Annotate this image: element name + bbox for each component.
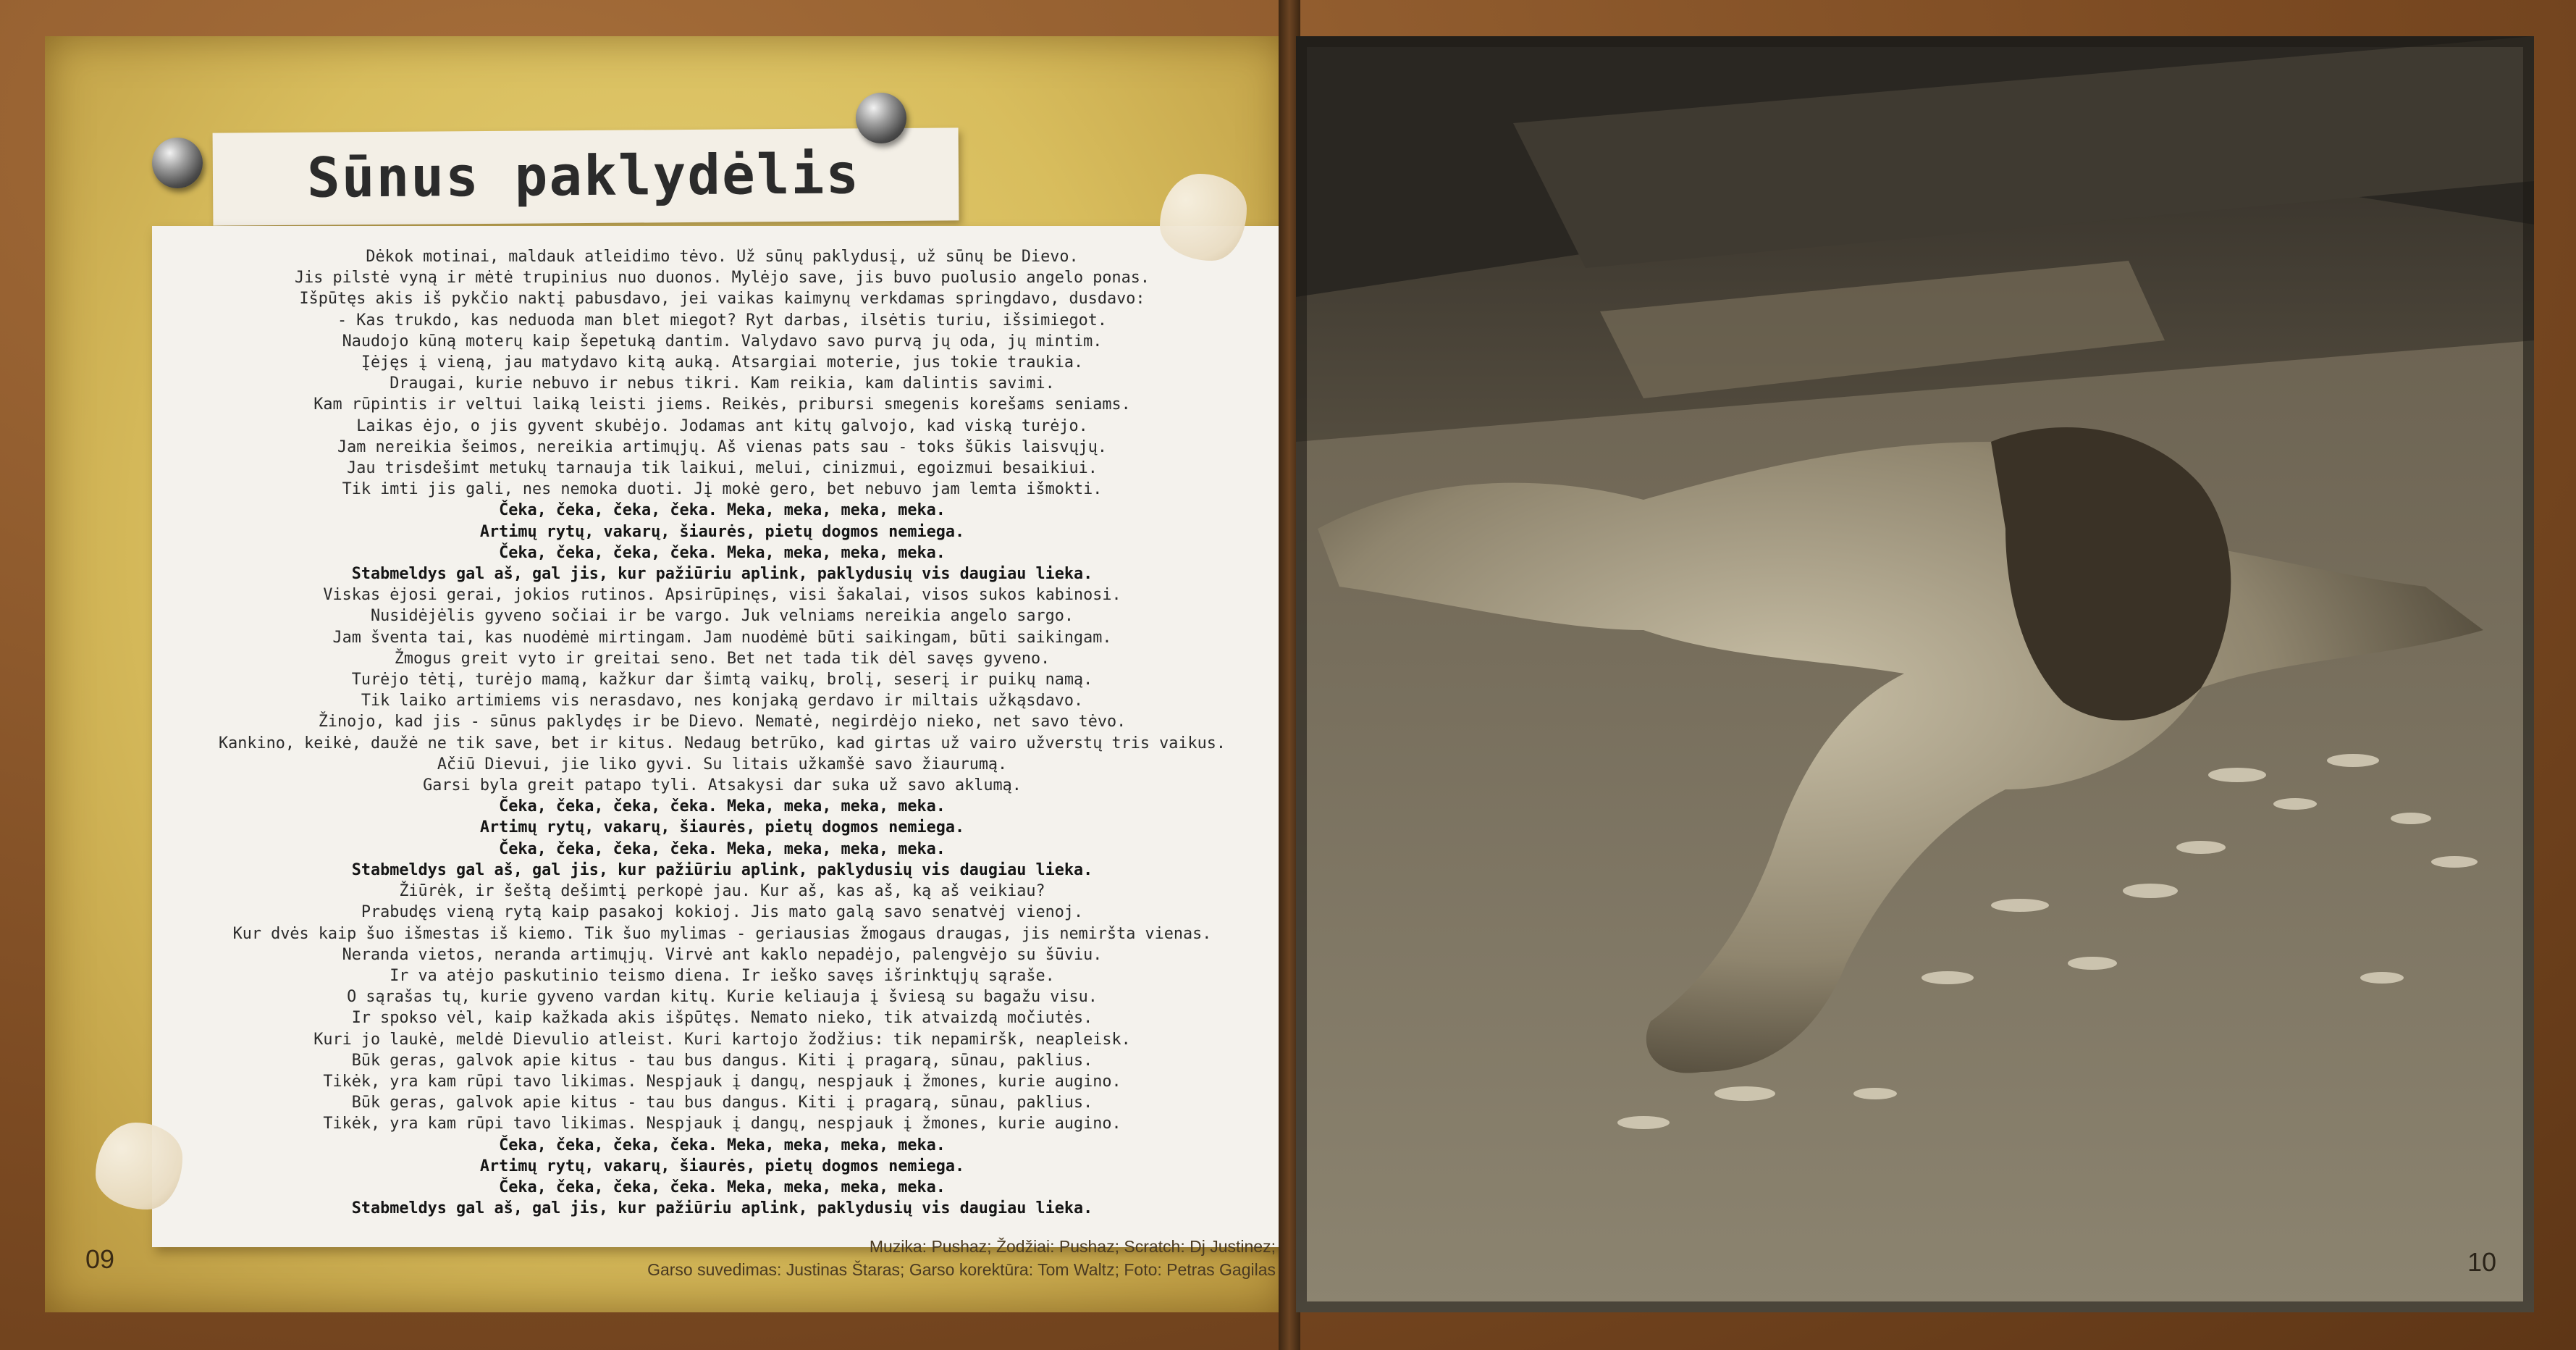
lyric-line: Viskas ėjosi gerai, jokios rutinos. Apsirūpinęs, visi šakalai, visos sukos kabinosi. xyxy=(323,586,1121,605)
lyric-line: Artimų rytų, vakarų, šiaurės, pietų dogmos nemiega. xyxy=(479,1157,965,1175)
lyric-line: Dėkok motinai, maldauk atleidimo tėvo. Už sūnų paklydusį, už sūnų be Dievo. xyxy=(366,248,1079,266)
lyric-line: Artimų rytų, vakarų, šiaurės, pietų dogmos nemiega. xyxy=(479,818,965,837)
photo-graphic xyxy=(1296,36,2534,1312)
page-number-right: 10 xyxy=(2467,1247,2497,1277)
credits-line: Garso suvedimas: Justinas Štaras; Garso korektūra: Tom Waltz; Foto: Petras Gagilas xyxy=(647,1260,1276,1279)
lyric-line: Naudojo kūną moterų kaip šepetuką dantim. Valydavo savo purvą jų oda, jų mintim. xyxy=(342,332,1103,351)
lyric-line: Kur dvės kaip šuo išmestas iš kiemo. Tik šuo mylimas - geriausias žmogaus draugas, jis nemiršta vienas. xyxy=(232,924,1212,943)
lyric-line: Tik laiko artimiems vis nerasdavo, nes konjaką gerdavo ir miltais užkąsdavo. xyxy=(361,692,1084,710)
lyric-line: Stabmeldys gal aš, gal jis, kur pažiūriu aplink, paklydusių vis daugiau lieka. xyxy=(351,860,1093,879)
lyric-line: Kankino, keikė, daužė ne tik save, bet ir kitus. Nedaug betrūko, kad girtas už vairo užverstų tris vaikus. xyxy=(218,734,1226,752)
lyric-line: Jam nereikia šeimos, nereikia artimųjų. Aš vienas pats sau - toks šūkis laisvųjų. xyxy=(337,437,1107,456)
lyric-line: O sąrašas tų, kurie gyveno vardan kitų. Kurie keliauja į šviesą su bagažu visu. xyxy=(347,988,1098,1007)
lyric-line: Jis pilstė vyną ir mėtė trupinius nuo duonos. Mylėjo save, jis buvo puolusio angelo ponas. xyxy=(294,269,1150,288)
pushpin-icon xyxy=(856,93,906,143)
photo-corner-icon xyxy=(1160,174,1247,261)
lyric-line: Įėjęs į vieną, jau matydavo kitą auką. Atsargiai moterie, jus tokie traukia. xyxy=(361,353,1084,372)
lyric-line: Stabmeldys gal aš, gal jis, kur pažiūriu aplink, paklydusių vis daugiau lieka. xyxy=(351,565,1093,584)
lyric-line: Stabmeldys gal aš, gal jis, kur pažiūriu aplink, paklydusių vis daugiau lieka. xyxy=(351,1199,1093,1218)
lyric-line: Išpūtęs akis iš pykčio naktį pabusdavo, jei vaikas kaimynų verkdamas springdavo, dusdavo: xyxy=(299,290,1145,309)
lyric-line: Tik imti jis gali, nes nemoka duoti. Jį mokė gero, bet nebuvo jam lemta išmokti. xyxy=(342,480,1103,499)
lyric-line: Tikėk, yra kam rūpi tavo likimas. Nespjauk į dangų, nespjauk į žmones, kurie augino. xyxy=(323,1115,1121,1133)
lyric-line: Žmogus greit vyto ir greitai seno. Bet net tada tik dėl savęs gyveno. xyxy=(394,649,1051,668)
lyric-line: Ir spokso vėl, kaip kažkada akis išpūtęs. Nemato nieko, tik atvaizdą močiutės. xyxy=(351,1009,1093,1028)
lyric-line: Draugai, kurie nebuvo ir nebus tikri. Kam reikia, kam dalintis savimi. xyxy=(390,374,1055,393)
lyric-line: Čeka, čeka, čeka, čeka. Meka, meka, meka, meka. xyxy=(499,1178,946,1196)
lyric-line: Žiūrėk, ir šeštą dešimtį perkopė jau. Kur aš, kas aš, ką aš veikiau? xyxy=(399,882,1045,901)
page-number-left: 09 xyxy=(85,1244,115,1274)
lyric-line: Būk geras, galvok apie kitus - tau bus dangus. Kiti į pragarą, sūnau, paklius. xyxy=(351,1094,1093,1112)
lyric-line: Čeka, čeka, čeka, čeka. Meka, meka, meka, meka. xyxy=(499,1136,946,1154)
credits xyxy=(647,1235,1276,1281)
title-card xyxy=(213,127,959,225)
lyric-line: Jau trisdešimt metukų tarnauja tik laikui, melui, cinizmui, egoizmui besaikiui. xyxy=(347,459,1098,478)
lyric-line: Ir va atėjo paskutinio teismo diena. Ir ieško savęs išrinktųjų sąraše. xyxy=(390,966,1055,985)
song-title: Sūnus paklydėlis xyxy=(306,141,861,210)
lyric-line: - Kas trukdo, kas neduoda man blet miegot? Ryt darbas, ilsėtis turiu, išsimiegot. xyxy=(337,311,1107,330)
lyric-line: Būk geras, galvok apie kitus - tau bus dangus. Kiti į pragarą, sūnau, paklius. xyxy=(351,1051,1093,1070)
lyric-line: Tikėk, yra kam rūpi tavo likimas. Nespjauk į dangų, nespjauk į žmones, kurie augino. xyxy=(323,1072,1121,1091)
photo-corner-icon xyxy=(96,1123,182,1209)
lyric-line: Čeka, čeka, čeka, čeka. Meka, meka, meka, meka. xyxy=(499,839,946,858)
lyric-line: Prabudęs vieną rytą kaip pasakoj kokioj. Jis mato galą savo senatvėj vienoj. xyxy=(361,903,1084,922)
lyric-line: Nusidėjėlis gyveno sočiai ir be vargo. Juk velniams nereikia angelo sargo. xyxy=(370,607,1074,626)
lyric-line: Čeka, čeka, čeka, čeka. Meka, meka, meka, meka. xyxy=(499,797,946,816)
lyric-line: Neranda vietos, neranda artimųjų. Virvė ant kaklo nepadėjo, palengvėjo su šūviu. xyxy=(342,945,1103,964)
lyrics-text xyxy=(152,246,1292,1219)
lyric-line: Čeka, čeka, čeka, čeka. Meka, meka, meka, meka. xyxy=(499,501,946,520)
lyric-line: Garsi byla greit patapo tyli. Atsakysi dar suka už savo aklumą. xyxy=(423,776,1022,795)
lyric-line: Turėjo tėtį, turėjo mamą, kažkur dar šimtą vaikų, brolį, seserį ir puikų namą. xyxy=(351,671,1093,689)
lyric-line: Jam šventa tai, kas nuodėmė mirtingam. Jam nuodėmė būti saikingam, būti saikingam. xyxy=(332,628,1112,647)
fallen-statue-photo xyxy=(1296,36,2534,1312)
lyric-line: Kuri jo laukė, meldė Dievulio atleist. Kuri kartojo žodžius: tik nepamiršk, neapleisk. xyxy=(313,1030,1131,1049)
lyric-line: Kam rūpintis ir veltui laiką leisti jiems. Reikės, pribursi smegenis korešams seniams. xyxy=(313,395,1131,414)
lyric-line: Ačiū Dievui, jie liko gyvi. Su litais užkamšė savo žiaurumą. xyxy=(437,755,1008,773)
lyric-line: Artimų rytų, vakarų, šiaurės, pietų dogmos nemiega. xyxy=(479,522,965,541)
lyrics-card xyxy=(152,226,1292,1247)
pushpin-icon xyxy=(152,138,203,188)
left-page xyxy=(45,36,1287,1312)
lyric-line: Laikas ėjo, o jis gyvent skubėjo. Jodamas ant kitų galvojo, kad viską turėjo. xyxy=(356,416,1088,435)
lyric-line: Čeka, čeka, čeka, čeka. Meka, meka, meka, meka. xyxy=(499,543,946,562)
credits-line: Muzika: Pushaz; Žodžiai: Pushaz; Scratch: Dj Justinez; xyxy=(869,1237,1276,1256)
lyric-line: Žinojo, kad jis - sūnus paklydęs ir be Dievo. Nematė, negirdėjo nieko, net savo tėvo. xyxy=(318,713,1127,731)
